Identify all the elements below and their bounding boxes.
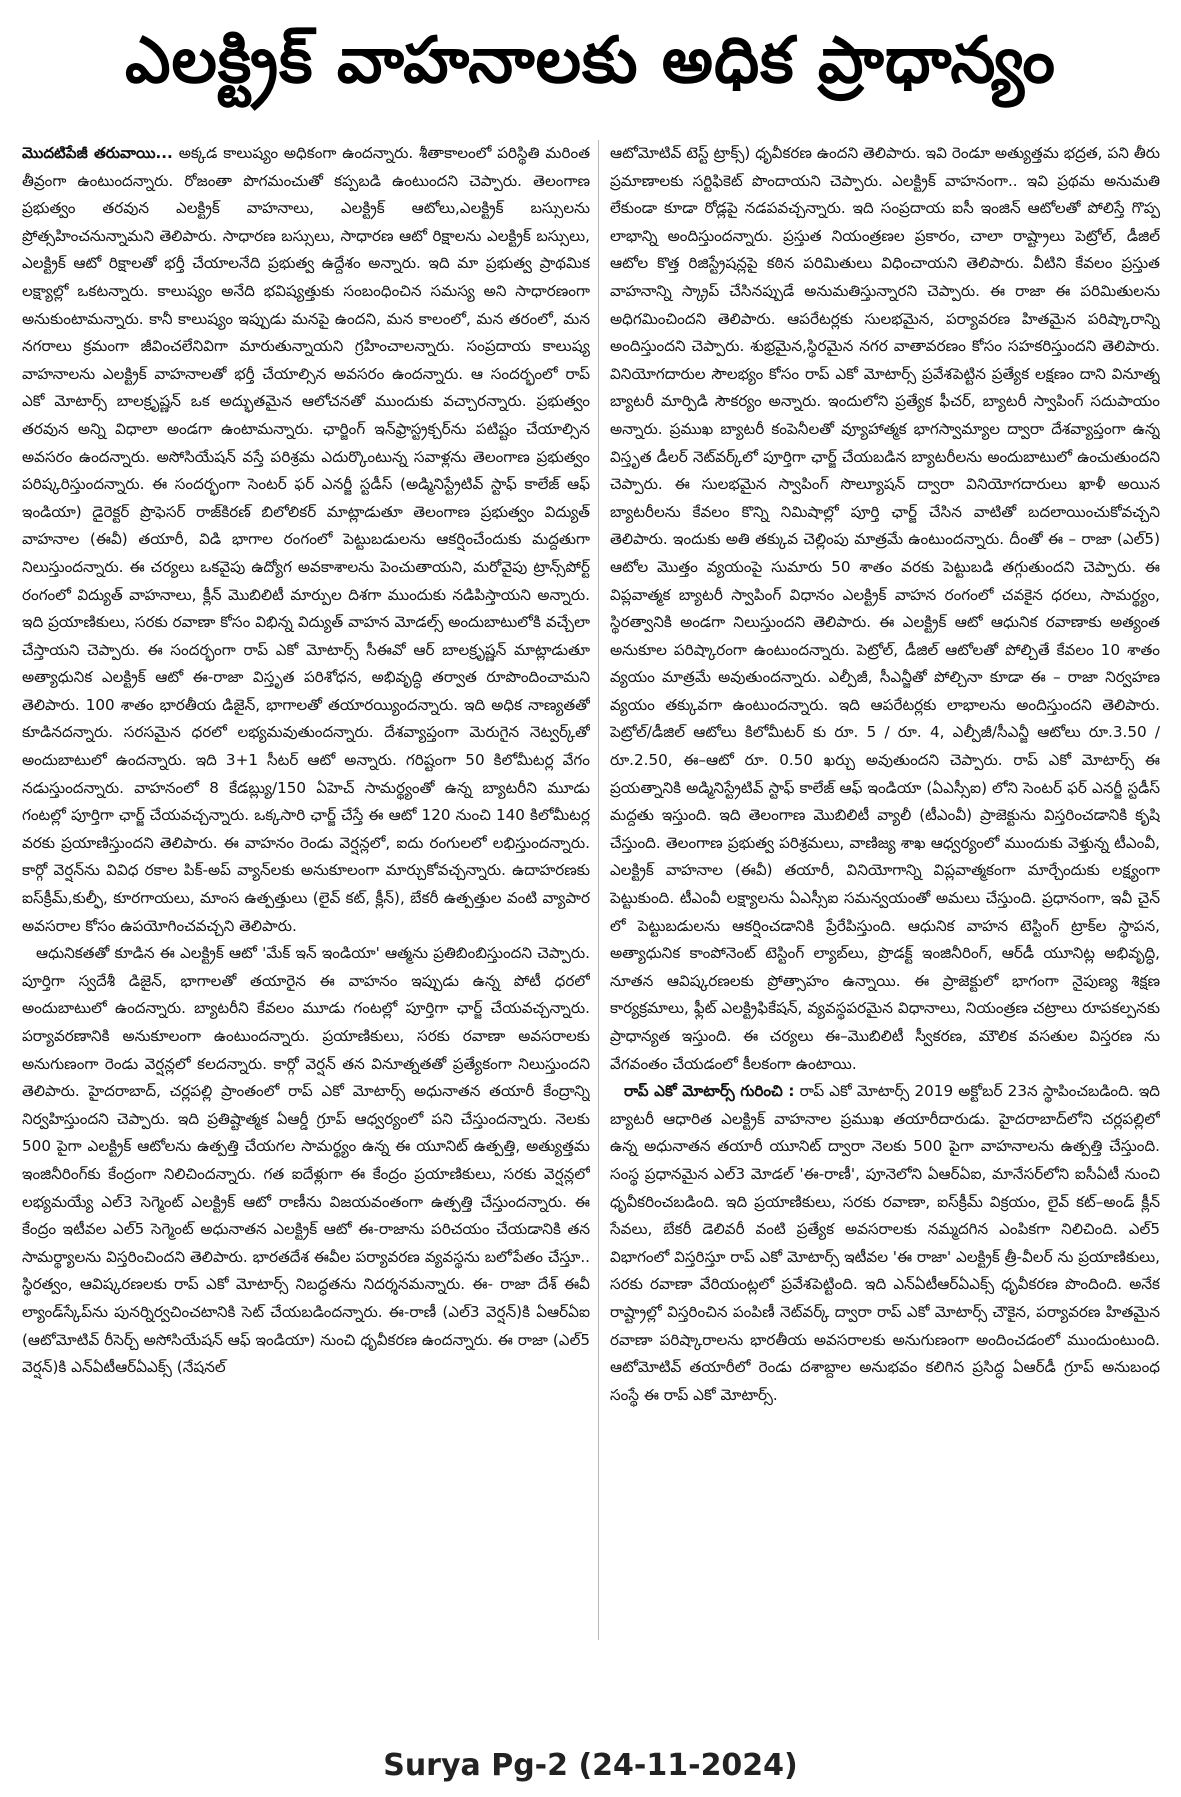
about-paragraph xyxy=(610,1078,1160,1409)
article-paragraph: ఆటోమోటివ్ టెస్ట్ ట్రాక్స్) ధృవీకరణ ఉందని తెలిపారు. ఇవి రెండూ అత్యుత్తమ భద్రత, పని తీరు ప్రమాణాలకు సర్టిఫికెట్ పొందాయని చెప్పారు. ఎలక్ట్రిక్ వాహనంగా.. ఇవి ప్రథమ అనుమతి లేకుండా కూడా రోడ్లపై నడపవచ్చన్నారు. ఇది సంప్రదాయ ఐసీ ఇంజిన్ ఆటోలతో పోలిస్తే గొప్ప లాభాన్ని అందిస్తుందన్నారు. ప్రస్తుత నియంత్రణల ప్రకారం, చాలా రాష్ట్రాలు పెట్రోల్, డీజిల్ ఆటోల కొత్త రిజిస్ట్రేషన్లపై కఠిన పరిమితులు విధించాయని తెలిపారు. వీటిని కేవలం ప్రస్తుత వాహనాన్ని స్క్రాప్ చేసినప్పుడే అనుమతిస్తున్నారని చెప్పారు. ఈ రాజా ఈ పరిమితులను అధిగమించిందని తెలిపారు. ఆపరేటర్లకు సులభమైన, పర్యావరణ హితమైన పరిష్కారాన్ని అందిస్తుందని చెప్పారు. శుభ్రమైన,స్థిరమైన నగర వాతావరణం కోసం సహకరిస్తుందని తెలిపారు. వినియోగదారుల సౌలభ్యం కోసం రాప్ ఎకో మోటార్స్ ప్రవేశపెట్టిన ప్రత్యేక లక్షణం దాని వినూత్న బ్యాటరీ మార్పిడి సౌకర్యం అన్నారు. ఇందులోని ప్రత్యేక ఫీచర్, బ్యాటరీ స్వాపింగ్ సదుపాయం అన్నారు. ప్రముఖ బ్యాటరీ కంపెనీలతో వ్యూహాత్మక భాగస్వామ్యాల ద్వారా దేశవ్యాప్తంగా ఉన్న విస్తృత డీలర్ నెట్‌వర్క్‌లో పూర్తిగా ఛార్జ్ చేయబడిన బ్యాటరీలను అందుబాటులో ఉంచుతుందని చెప్పారు. ఈ సులభమైన స్వాపింగ్ సొల్యూషన్ ద్వారా వినియోగదారులు ఖాళీ అయిన బ్యాటరీలను కేవలం కొన్ని నిమిషాల్లో పూర్తి ఛార్జ్ చేసిన వాటితో బదలాయించుకోవచ్చని తెలిపారు. ఇందుకు అతి తక్కువ చెల్లింపు మాత్రమే ఉంటుందన్నారు. దీంతో ఈ – రాజా (ఎల్5) ఆటోల మొత్తం వ్యయంపై సుమారు 50 శాతం వరకు పెట్టుబడి తగ్గుతుందని చెప్పారు. ఈ విప్లవాత్మక బ్యాటరీ స్వాపింగ్ విధానం ఎలక్ట్రిక్ వాహన రంగంలో చవకైన ధరలు, సామర్థ్యం, స్థిరత్వానికి అండగా నిలుస్తుందని తెలిపారు. ఈ ఎలక్ట్రిక్ ఆటో ఆధునిక రవాణాకు అత్యంత అనుకూల పరిష్కారంగా ఉంటుందన్నారు. పెట్రోల్, డీజిల్ ఆటోలతో పోల్చితే కేవలం 10 శాతం వ్యయం మాత్రమే అవుతుందన్నారు. ఎల్పీజీ, సీఎన్జీతో పోల్చినా కూడా ఈ – రాజా నిర్వహణ వ్యయం తక్కువగా ఉంటుందన్నారు. ఇది ఆపరేటర్లకు లాభాలను అందిస్తుందని తెలిపారు. పెట్రోల్/డీజిల్ ఆటోలు కిలోమీటర్ కు రూ. 5 / రూ. 4, ఎల్పీజీ/సీఎన్జీ ఆటోలు రూ.3.50 / రూ.2.50, ఈ–ఆటో రూ. 0.50 ఖర్చు అవుతుందని చెప్పారు. రాప్ ఎకో మోటార్స్ ఈ ప్రయత్నానికి అడ్మినిస్ట్రేటివ్ స్టాఫ్ కాలేజ్ ఆఫ్ ఇండియా (ఏఎస్సీఐ) లోని సెంటర్ ఫర్ ఎనర్జీ స్టడీస్ మద్దతు ఇస్తుంది. ఇది తెలంగాణ మొబిలిటీ వ్యాలీ (టీఎంవీ) ప్రాజెక్టును విస్తరించడానికి కృషి చేస్తుంది. తెలంగాణ ప్రభుత్వ పరిశ్రమలు, వాణిజ్య శాఖ ఆధ్వర్యంలో ముందుకు వెళ్తున్న టీఎంవీ, ఎలక్ట్రిక్ వాహనాల (ఈవీ) తయారీ, వినియోగాన్ని విప్లవాత్మకంగా మార్చేందుకు లక్ష్యంగా పెట్టుకుంది. టీఎంవీ లక్ష్యాలను ఏఎస్సీఐ సమన్వయంతో అమలు చేస్తుంది. ప్రధానంగా, ఇవీ చైన్ లో పెట్టుబడులను ఆకర్షించడానికి ప్రేరేపిస్తుంది. ఆధునిక వాహన టెస్టింగ్ ట్రాక్‌ల స్థాపన, అత్యాధునిక కాంపోనెంట్ టెస్టింగ్ ల్యాబ్‌లు, ప్రొడక్ట్ ఇంజినీరింగ్, ఆర్‌డీ యూనిట్ల అభివృద్ధి, నూతన ఆవిష్కరణలకు ప్రోత్సాహం ఉన్నాయి. ఈ ప్రాజెక్టులో భాగంగా నైపుణ్య శిక్షణ కార్యక్రమాలు, ఫ్లీట్ ఎలక్ట్రిఫికేషన్, వ్యవస్థపరమైన విధానాలు, నియంత్రణ చట్రాలు రూపకల్పనకు ప్రాధాన్యత ఇస్తుంది. ఈ చర్యలు ఈ–మొబిలిటీ స్వీకరణ, మౌలిక వసతుల విస్తరణ ను వేగవంతం చేయడంలో కీలకంగా ఉంటాయి. xyxy=(610,144,1160,1073)
article-paragraph xyxy=(22,140,590,940)
paragraph-text: అక్కడ కాలుష్యం అధికంగా ఉందన్నారు. శీతాకాలంలో పరిస్థితి మరింత తీవ్రంగా ఉంటుందన్నారు. రోజంతా పొగమంచుతో కప్పబడి ఉంటుందని చెప్పారు. తెలంగాణ ప్రభుత్వం తరవున ఎలక్ట్రిక్ వాహనాలు, ఎలక్ట్రిక్ ఆటోలు,ఎలక్ట్రిక్ బస్సులను ప్రోత్సహించనున్నామని తెలిపారు. సాధారణ బస్సులు, సాధారణ ఆటో రిక్షాలను ఎలక్ట్రిక్ బస్సులు, ఎలక్ట్రిక్ ఆటో రిక్షాలతో భర్తీ చేయాలనేది ప్రభుత్వ ఉద్దేశం అన్నారు. ఇది మా ప్రభుత్వ ప్రాథమిక లక్ష్యాల్లో ఒకటన్నారు. కాలుష్యం అనేది భవిష్యత్తుకు సంబంధించిన సమస్య అని సాధారణంగా అనుకుంటామన్నారు. కానీ కాలుష్యం ఇప్పుడు మనపై ఉందని, మన కాలంలో, మన తరంలో, మన నగరాలు క్రమంగా జీవించలేనివిగా మారుతున్నాయని గ్రహించాలన్నారు. సంప్రదాయ కాలుష్య వాహనాలను ఎలక్ట్రిక్ వాహనాలతో భర్తీ చేయాల్సిన అవసరం ఉందన్నారు. ఆ సందర్భంలో రాప్ ఎకో మోటార్స్ బాలక్రృష్ణన్ ఒక అద్భుతమైన ఆలోచనతో ముందుకు వచ్చారన్నారు. ప్రభుత్వం తరవున అన్ని విధాలా అండగా ఉంటామన్నారు. ఛార్జింగ్ ఇన్‌ఫ్రాస్ట్రక్చర్‌ను పటిష్టం చేయాల్సిన అవసరం ఉందన్నారు. అసోసియేషన్ వస్తే పరిశ్రమ ఎదుర్కొంటున్న సవాళ్లను తెలంగాణ ప్రభుత్వం పరిష్కరిస్తుందన్నారు. ఈ సందర్భంగా సెంటర్ ఫర్ ఎనర్జీ స్టడీస్ (అడ్మినిస్ట్రేటివ్ స్టాఫ్ కాలేజ్ ఆఫ్ ఇండియా) డైరెక్టర్ ప్రొఫెసర్ రాజ్‌కిరణ్ బిలోలికర్ మాట్లాడుతూ తెలంగాణ ప్రభుత్వం విద్యుత్ వాహనాల (ఈవీ) తయారీ, విడి భాగాల రంగంలో పెట్టుబడులను ఆకర్షించేందుకు మద్దతుగా నిలుస్తుందన్నారు. ఈ చర్యలు ఒకవైపు ఉద్యోగ అవకాశాలను పెంచుతాయని, మరోవైపు ట్రాన్స్‌పోర్ట్ రంగంలో విద్యుత్ వాహనాలు, క్లీన్ మొబిలిటీ మార్పుల దిశగా ముందుకు నడిపిస్తాయని అన్నారు. ఇది ప్రయాణికులు, సరకు రవాణా కోసం విభిన్న విద్యుత్ వాహన మోడల్స్ అందుబాటులోకి వచ్చేలా చేస్తాయని చెప్పారు. ఈ సందర్భంగా రాప్ ఎకో మోటార్స్ సీఈవో ఆర్ బాలక్రృష్ణన్ మాట్లాడుతూ అత్యాధునిక ఎలక్ట్రిక్ ఆటో ఈ-రాజా విస్తృత పరిశోధన, అభివృద్ధి తర్వాత రూపొందించామని తెలిపారు. 100 శాతం భారతీయ డిజైన్, భాగాలతో తయారయ్యిందన్నారు. ఇది అధిక నాణ్యతతో కూడినదన్నారు. సరసమైన ధరలో లభ్యమవుతుందన్నారు. దేశవ్యాప్తంగా మెరుగైన నెట్వర్క్‌తో అందుబాటులో ఉందన్నారు. ఇది 3+1 సీటర్ ఆటో అన్నారు. గరిష్టంగా 50 కిలోమీటర్ల వేగం నడుస్తుందన్నారు. వాహనంలో 8 కేడబ్ల్యు/150 ఏహెచ్ సామర్థ్యంతో ఉన్న బ్యాటరీని మూడు గంటల్లో పూర్తిగా ఛార్జ్ చేయవచ్చన్నారు. ఒక్కసారి ఛార్జ్ చేస్తే ఈ ఆటో 120 నుంచి 140 కిలోమీటర్ల వరకు ప్రయాణిస్తుందని తెలిపారు. ఈ వాహనం రెండు వెర్షన్లలో, ఐదు రంగులలో లభిస్తుందన్నారు. కార్గో వెర్షన్‌ను వివిధ రకాల పిక్-అప్ వ్యాన్‌లకు అనుకూలంగా మార్చుకోవచ్చన్నారు. ఉదాహరణకు ఐస్‌క్రీమ్,కుల్ఫీ, కూరగాయలు, మాంస ఉత్పత్తులు (లైవ్ కట్, క్లీన్), బేకరీ ఉత్పత్తుల వంటి వ్యాపార అవసరాల కోసం ఉపయోగించవచ్చని తెలిపారు. xyxy=(22,144,590,935)
continuation-lead: మొదటిపేజీ తరువాయి... xyxy=(22,144,173,162)
page-footer: Surya Pg-2 (24-11-2024) xyxy=(383,1747,798,1783)
about-heading: రాప్ ఎకో మోటార్స్ గురించి : xyxy=(624,1082,795,1101)
article-column-right xyxy=(610,140,1160,1740)
headline: ఎలక్ట్రిక్ వాహనాలకు అధిక ప్రాధాన్యం xyxy=(125,23,1056,98)
article-column-left xyxy=(22,140,590,1740)
about-text: రాప్ ఎకో మోటార్స్ 2019 అక్టోబర్ 23న స్థాపించబడింది. ఇది బ్యాటరీ ఆధారిత ఎలక్ట్రిక్ వాహనాల ప్రముఖ తయారీదారుడు. హైదరాబాద్‌లోని చర్లపల్లిలో ఉన్న అధునాతన తయారీ యూనిట్ ద్వారా నెలకు 500 పైగా వాహనాలను ఉత్పత్తి చేస్తుంది. సంస్థ ప్రధానమైన ఎల్3 మోడల్ 'ఈ-రాణీ', పూనెలోని ఏఆర్ఏఐ, మానేసర్‌లోని ఐసీఏటీ నుంచి ధృవీకరించబడింది. ఇది ప్రయాణికులు, సరకు రవాణా, ఐస్‌క్రీమ్ విక్రయం, లైవ్ కట్–అండ్ క్లీన్ సేవలు, బేకరీ డెలివరీ వంటి ప్రత్యేక అవసరాలకు నమ్మదగిన ఎంపికగా నిలిచింది. ఎల్5 విభాగంలో విస్తరిస్తూ రాప్ ఎకో మోటార్స్ ఇటీవల 'ఈ రాజా' ఎలక్ట్రిక్ త్రీ-వీలర్‌ ను ప్రయాణికులు, సరకు రవాణా వేరియంట్లలో ప్రవేశపెట్టింది. ఇది ఎన్ఏటీఆర్ఏఎక్స్ ధృవీకరణ పొందింది. అనేక రాష్ట్రాల్లో విస్తరించిన పంపిణీ నెట్‌వర్క్ ద్వారా రాప్ ఎకో మోటార్స్ చౌకైన, పర్యావరణ హితమైన రవాణా పరిష్కారాలను భారతీయ అవసరాలకు అనుగుణంగా అందించడంలో ముందుంటుంది. ఆటోమోటివ్ తయారీలో రెండు దశాబ్దాల అనుభవం కలిగిన ప్రసిద్ధ ఏఆర్‌డీ గ్రూప్ అనుబంధ సంస్థే ఈ రాప్ ఎకో మోటార్స్. xyxy=(610,1082,1160,1404)
column-divider xyxy=(598,140,599,1640)
article-paragraph: ఆధునికతతో కూడిన ఈ ఎలక్ట్రిక్ ఆటో 'మేక్ ఇన్ ఇండియా' ఆత్మను ప్రతిబింబిస్తుందని చెప్పారు. పూర్తిగా స్వదేశీ డిజైన్, భాగాలతో తయారైన ఈ వాహనం ఇప్పుడు ఉన్న పోటీ ధరలో అందుబాటులో ఉందన్నారు. బ్యాటరీని కేవలం మూడు గంటల్లో పూర్తిగా ఛార్జ్ చేయవచ్చన్నారు. పర్యావరణానికి అనుకూలంగా ఉంటుందన్నారు. ప్రయాణికులు, సరకు రవాణా అవసరాలకు అనుగుణంగా రెండు వెర్షన్లలో కలదన్నారు. కార్గో వెర్షన్ తన వినూత్నతతో ప్రత్యేకంగా నిలుస్తుందని తెలిపారు. హైదరాబాద్, చర్లపల్లి ప్రాంతంలో రాప్ ఎకో మోటార్స్ అధునాతన తయారీ కేంద్రాన్ని నిర్వహిస్తుందని చెప్పారు. ఇది ప్రతిష్టాత్మక ఏఆర్డీ గ్రూప్ ఆధ్వర్యంలో పని చేస్తుందన్నారు. నెలకు 500 పైగా ఎలక్ట్రిక్ ఆటోలను ఉత్పత్తి చేయగల సామర్థ్యం ఉన్న ఈ యూనిట్ ఉత్పత్తి, అత్యుత్తమ ఇంజినీరింగ్‌కు కేంద్రంగా నిలిచిందన్నారు. గత ఐదేళ్లుగా ఈ కేంద్రం ప్రయాణికులు, సరకు వెర్షన్లలో లభ్యమయ్యే ఎల్3 సెగ్మెంట్ ఎలక్ట్రిక్ ఆటో రాణీను విజయవంతంగా ఉత్పత్తి చేస్తుందన్నారు. ఈ కేంద్రం ఇటీవల ఎల్5 సెగ్మెంట్ అధునాతన ఎలక్ట్రిక్ ఆటో ఈ-రాజాను పరిచయం చేయడానికి తన సామర్థ్యాలను విస్తరించిందని తెలిపారు. భారతదేశ ఈవీల పర్యావరణ వ్యవస్థను బలోపేతం చేస్తూ.. స్థిరత్వం, ఆవిష్కరణలకు రాప్ ఎకో మోటార్స్ నిబద్ధతను నిదర్శనమన్నారు. ఈ- రాజా దేశ్ ఈవీ ల్యాండ్‌స్కేప్‌ను పునర్నిర్వచించటానికి సెట్ చేయబడిందన్నారు. ఈ-రాణీ (ఎల్3 వెర్షన్)కి ఏఆర్ఏఐ (ఆటోమోటివ్ రీసెర్చ్ అసోసియేషన్ ఆఫ్ ఇండియా) నుంచి ధృవీకరణ ఉందన్నారు. ఈ రాజా (ఎల్5 వెర్షన్)కి ఎన్ఏటీఆర్ఏఎక్స్ (నేషనల్ xyxy=(22,944,590,1377)
